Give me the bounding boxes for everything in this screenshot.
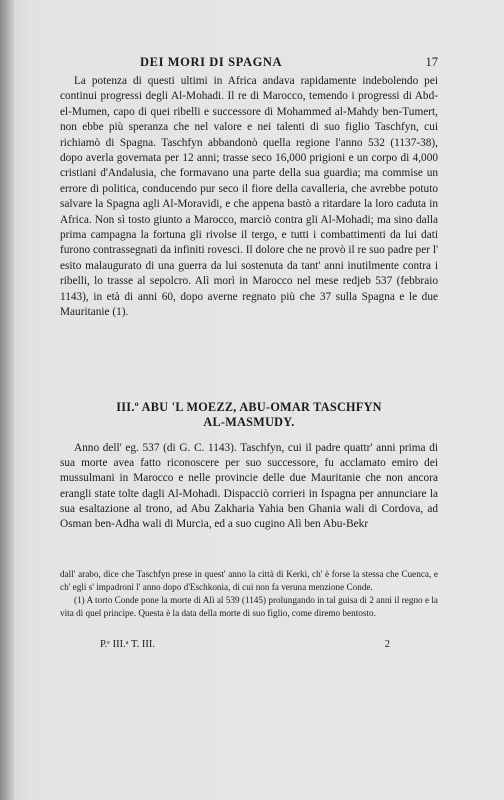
page-number: 17 [425, 55, 438, 69]
paragraph: La potenza di questi ultimi in Africa andava rapidamente indebolendo pei continui progressi degli Al-Mohadi. Il re di Marocco, temendo i progressi di Abd-el-Mumen, capo di quei ribelli e successore di Mohammed al-Mahdy ben-Tumert, non ebbe più speranza che nel valore e nei talenti di suo figlio Taschfyn, cui richiamò di Spagna. Taschfyn abbandonò quella regione l'anno 532 (1137-38), dopo averla governata per 12 anni; trasse seco 16,000 prigioni e un corpo di 4,000 cristiani d'Andalusia, che formavano una parte della sua guardia; ma commise un errore di politica, conducendo pur seco il fiore della cavalleria, che avrebbe potuto salvare la Spagna agli Al-Moravidi, e che appena bastò a ritardare la loro caduta in Africa. Non sì tosto giunto a Marocco, marciò contra gli Al-Mohadi; ma sino dalla prima campagna la fortuna gli rivolse il tergo, e tutti i combattimenti da lui dati furono contrassegnati da infiniti rovesci. Il dolore che ne provò il re suo padre per l' esito malaugurato di una guerra da lui sostenuta da tant' anni inutilmente contra i ribelli, lo trasse al sepolcro. Alì morì in Marocco nel mese redjeb 537 (febbraio 1143), in età di anni 60, dopo averne regnato più che 37 sulla Spagna e le due Mauritanie (1). [60, 75, 438, 319]
footnote-continued: dall' arabo, dice che Taschfyn prese in quest' anno la città di Kerki, ch' è forse la stessa che Cuenca, e ch' egli s' impadronì l' anno dopo d'Eschkonia, di cui non fa veruna menzione Conde. [60, 569, 438, 592]
section-heading-line: III.º ABU 'L MOEZZ, ABU-OMAR TASCHFYN [116, 400, 382, 414]
running-header [60, 55, 438, 73]
section-text-block [60, 441, 438, 532]
section-heading [60, 400, 438, 430]
footnotes [60, 568, 438, 619]
page-gutter-shadow [0, 0, 14, 800]
section-heading-line: AL-MASMUDY. [203, 415, 295, 429]
paragraph: Anno dell' eg. 537 (di G. C. 1143). Taschfyn, cui il padre quattr' anni prima di sua morte avea fatto riconoscere per suo successore, fu acclamato emiro dei mussulmani in Marocco e nelle provincie delle due Mauritanie che non ancora erangli state tolte dagli Al-Mohadi. Dispacciò corrieri in Ispagna per annunciare la sua esaltazione al trono, ad Abu Zakharia Yahia ben Ghania wali di Cordova, ad Osman ben-Adha wali di Murcia, ed a suo cugino Alì ben Abu-Bekr [60, 442, 438, 531]
footnote-1: (1) A torto Conde pone la morte di Alì al 539 (1145) prolungando in tal guisa di 2 anni il regno e la vita di quel principe. Questa è la data della morte di suo figlio, come diremo bentosto. [60, 595, 438, 618]
signature-mark: P.ᵉ III.ᵃ T. III. [100, 639, 156, 650]
printer-signature [100, 639, 420, 653]
running-title: DEI MORI DI SPAGNA [140, 55, 283, 69]
signature-number: 2 [384, 639, 390, 650]
main-text-block [60, 74, 438, 321]
